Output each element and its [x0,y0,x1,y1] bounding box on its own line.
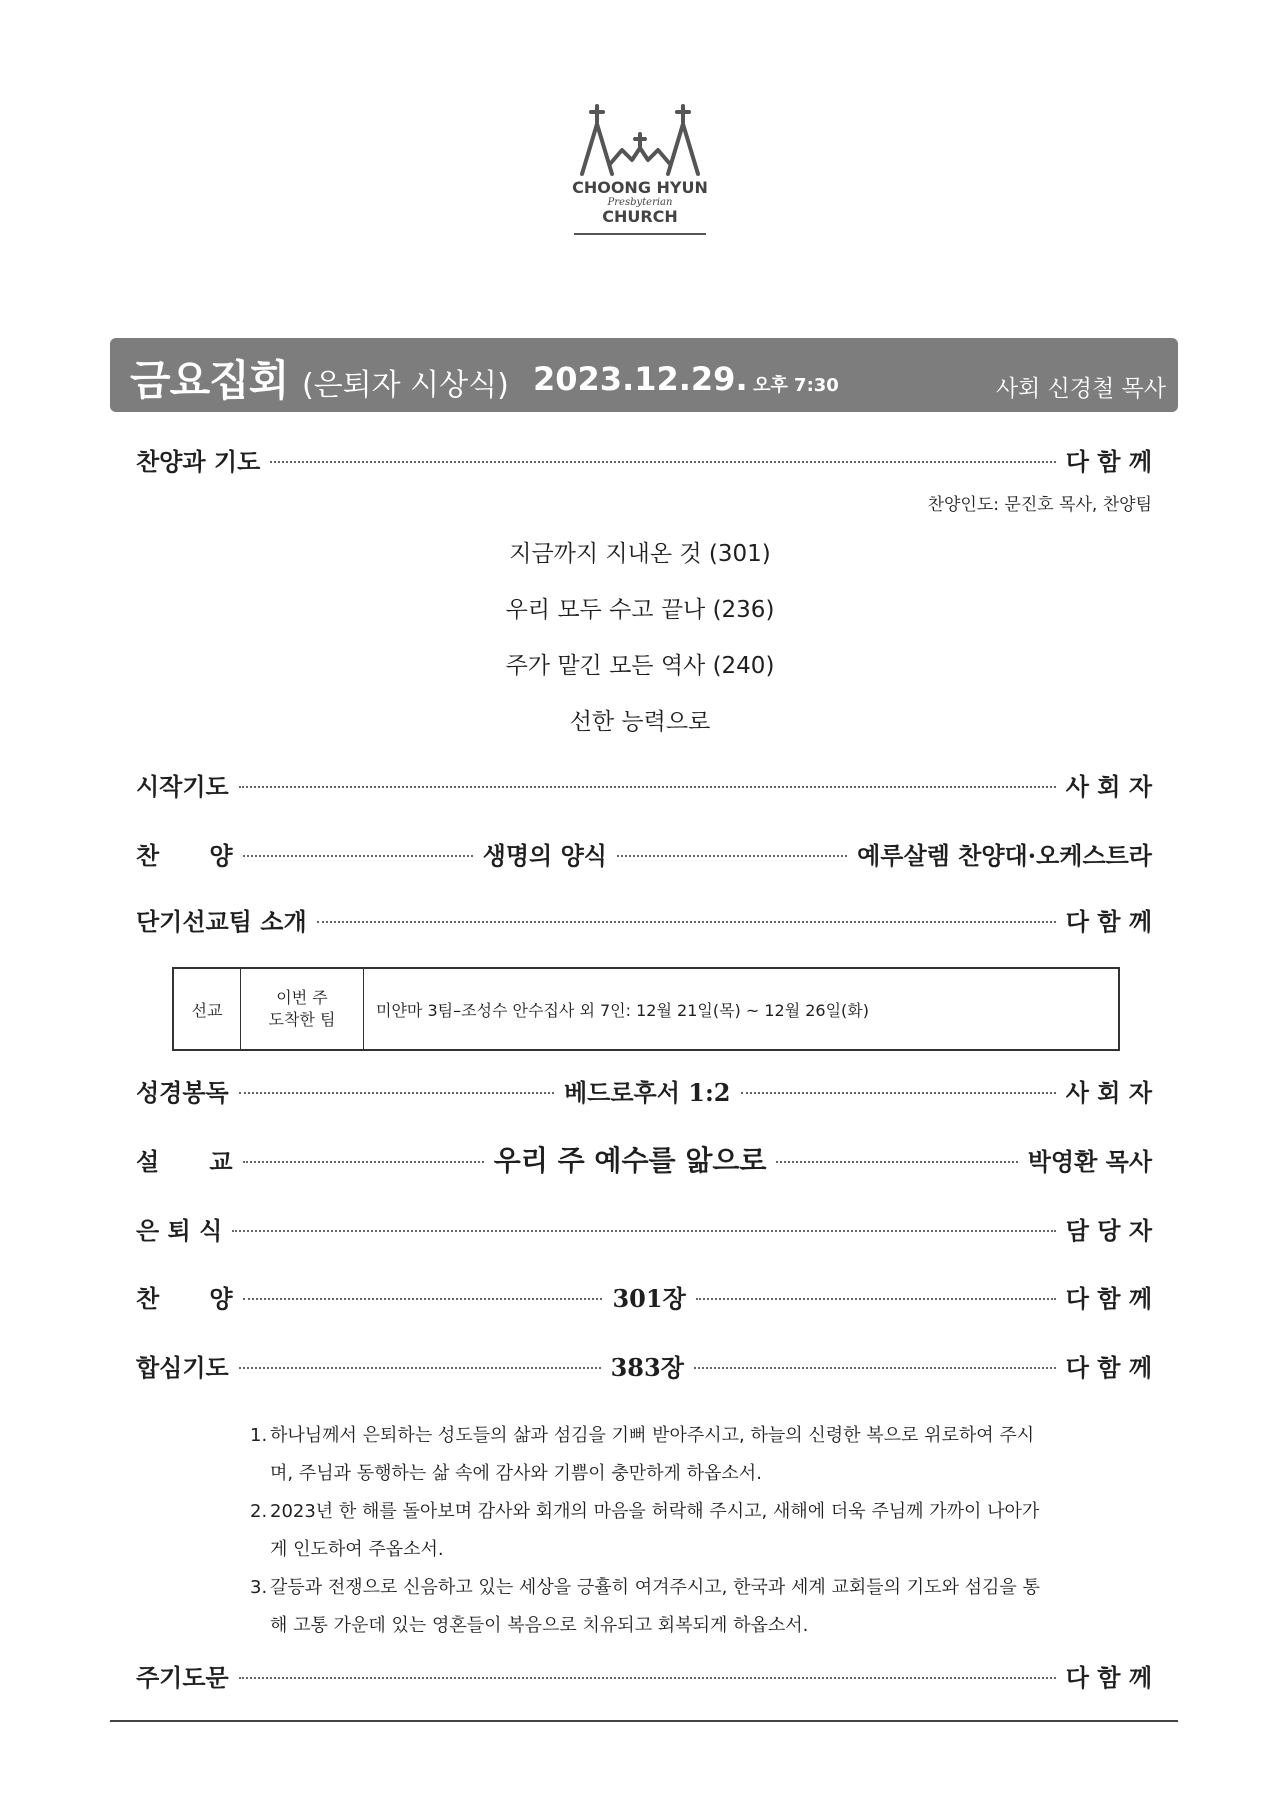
service-date: 2023.12.29. [533,360,748,398]
order-leader: 다 함 께 [1065,1352,1152,1382]
order-row-sermon [136,1139,1152,1179]
dot-leader [694,1367,1056,1369]
dot-leader [243,855,473,857]
order-leader: 다 함 께 [1065,446,1152,476]
dot-leader [270,461,1055,463]
order-row-scripture [136,1070,1152,1110]
order-label: 주기도문 [136,1662,229,1692]
dot-leader [232,1230,1055,1232]
order-content: 301장 [612,1283,686,1313]
order-leader: 박영환 목사 [1027,1146,1153,1176]
dot-leader [317,921,1056,923]
order-leader: 다 함 께 [1065,1662,1152,1692]
dot-leader [243,1298,603,1300]
mission-period-line1: 이번 주 [276,988,328,1007]
order-row-hymn [136,1276,1152,1316]
prayer-number: 1. [250,1425,268,1446]
hymn-item: 우리 모두 수고 끝나 (236) [505,597,775,623]
order-label: 찬 양 [136,840,233,870]
order-leader: 사 회 자 [1065,771,1152,801]
hymn-item: 지금까지 지내온 것 (301) [509,541,771,567]
service-time: 오후 7:30 [753,375,839,396]
order-row-opening-prayer [136,764,1152,804]
praise-leader-note: 찬양인도: 문진호 목사, 찬양팀 [927,495,1152,515]
order-leader: 예루살렘 찬양대·오케스트라 [857,840,1152,870]
dot-leader [776,1161,1017,1163]
logo-underline [574,233,706,235]
prayer-text: 갈등과 전쟁으로 신음하고 있는 세상을 긍휼히 여겨주시고, 한국과 세계 교회들의 기도와 섬김을 통해 고통 가운데 있는 영혼들이 복음으로 치유되고 회복되게 하옵소서. [270,1577,1040,1636]
dot-leader [243,1161,484,1163]
order-leader: 담 당 자 [1065,1215,1152,1245]
service-subtitle: (은퇴자 시상식) [302,368,509,403]
order-leader: 다 함 께 [1065,906,1152,936]
order-row-praise-prayer [136,439,1152,479]
logo-line3: CHURCH [602,207,678,226]
dot-leader [239,1092,554,1094]
prayer-text: 하나님께서 은퇴하는 성도들의 삶과 섬김을 기뻐 받아주시고, 하늘의 신령한 복으로 위로하여 주시며, 주님과 동행하는 삶 속에 감사와 기쁨이 충만하게 하옵소서. [270,1425,1035,1484]
order-label: 설 교 [136,1146,233,1176]
mission-category: 선교 [174,969,241,1049]
mission-team-detail: 미얀마 3팀–조성수 안수집사 외 7인: 12월 21일(목) ~ 12월 26일(화) [376,1000,870,1020]
mission-period [241,969,364,1049]
mission-team-table [172,967,1120,1051]
dot-leader [617,855,847,857]
order-label: 찬양과 기도 [136,446,261,476]
order-row-choir [136,833,1152,873]
order-label: 은 퇴 식 [136,1215,223,1245]
mission-period-line2: 도착한 팀 [268,1010,336,1029]
dot-leader [696,1298,1056,1300]
order-label: 단기선교팀 소개 [136,906,307,936]
dot-leader [239,786,1056,788]
order-leader: 다 함 께 [1065,1283,1153,1313]
dot-leader [239,1367,601,1369]
order-label: 성경봉독 [136,1077,229,1107]
prayer-topics [250,1417,1050,1645]
prayer-item [250,1569,1050,1645]
order-content: 383장 [610,1352,684,1382]
sermon-title: 우리 주 예수를 앎으로 [493,1144,767,1177]
logo-line2: Presbyterian [607,197,673,208]
service-host: 사회 신경철 목사 [995,376,1166,402]
logo-line1: CHOONG HYUN [572,178,708,197]
church-logo [570,100,710,240]
order-content: 베드로후서 1:2 [563,1077,731,1107]
prayer-number: 2. [250,1501,268,1522]
dot-leader [239,1677,1056,1679]
hymn-item: 선한 능력으로 [569,709,711,735]
prayer-item [250,1493,1050,1569]
order-row-unison-prayer [136,1345,1152,1385]
order-content: 생명의 양식 [482,840,607,870]
order-row-retirement [136,1208,1152,1248]
church-steeples-icon [570,100,710,180]
order-label: 합심기도 [136,1352,229,1382]
order-label: 시작기도 [136,771,229,801]
prayer-item [250,1417,1050,1493]
service-header [110,338,1178,412]
order-row-mission-intro [136,899,1152,939]
order-label: 찬 양 [136,1283,233,1313]
prayer-number: 3. [250,1577,268,1598]
hymn-item: 주가 맡긴 모든 역사 (240) [505,653,775,679]
order-leader: 사 회 자 [1065,1077,1152,1107]
hymn-list [0,532,1280,756]
prayer-text: 2023년 한 해를 돌아보며 감사와 회개의 마음을 허락해 주시고, 새해에 더욱 주님께 가까이 나아가게 인도하여 주옵소서. [270,1501,1040,1560]
service-title: 금요집회 [130,356,289,405]
order-row-lords-prayer [136,1655,1152,1695]
dot-leader [741,1092,1056,1094]
bottom-divider [110,1720,1178,1722]
